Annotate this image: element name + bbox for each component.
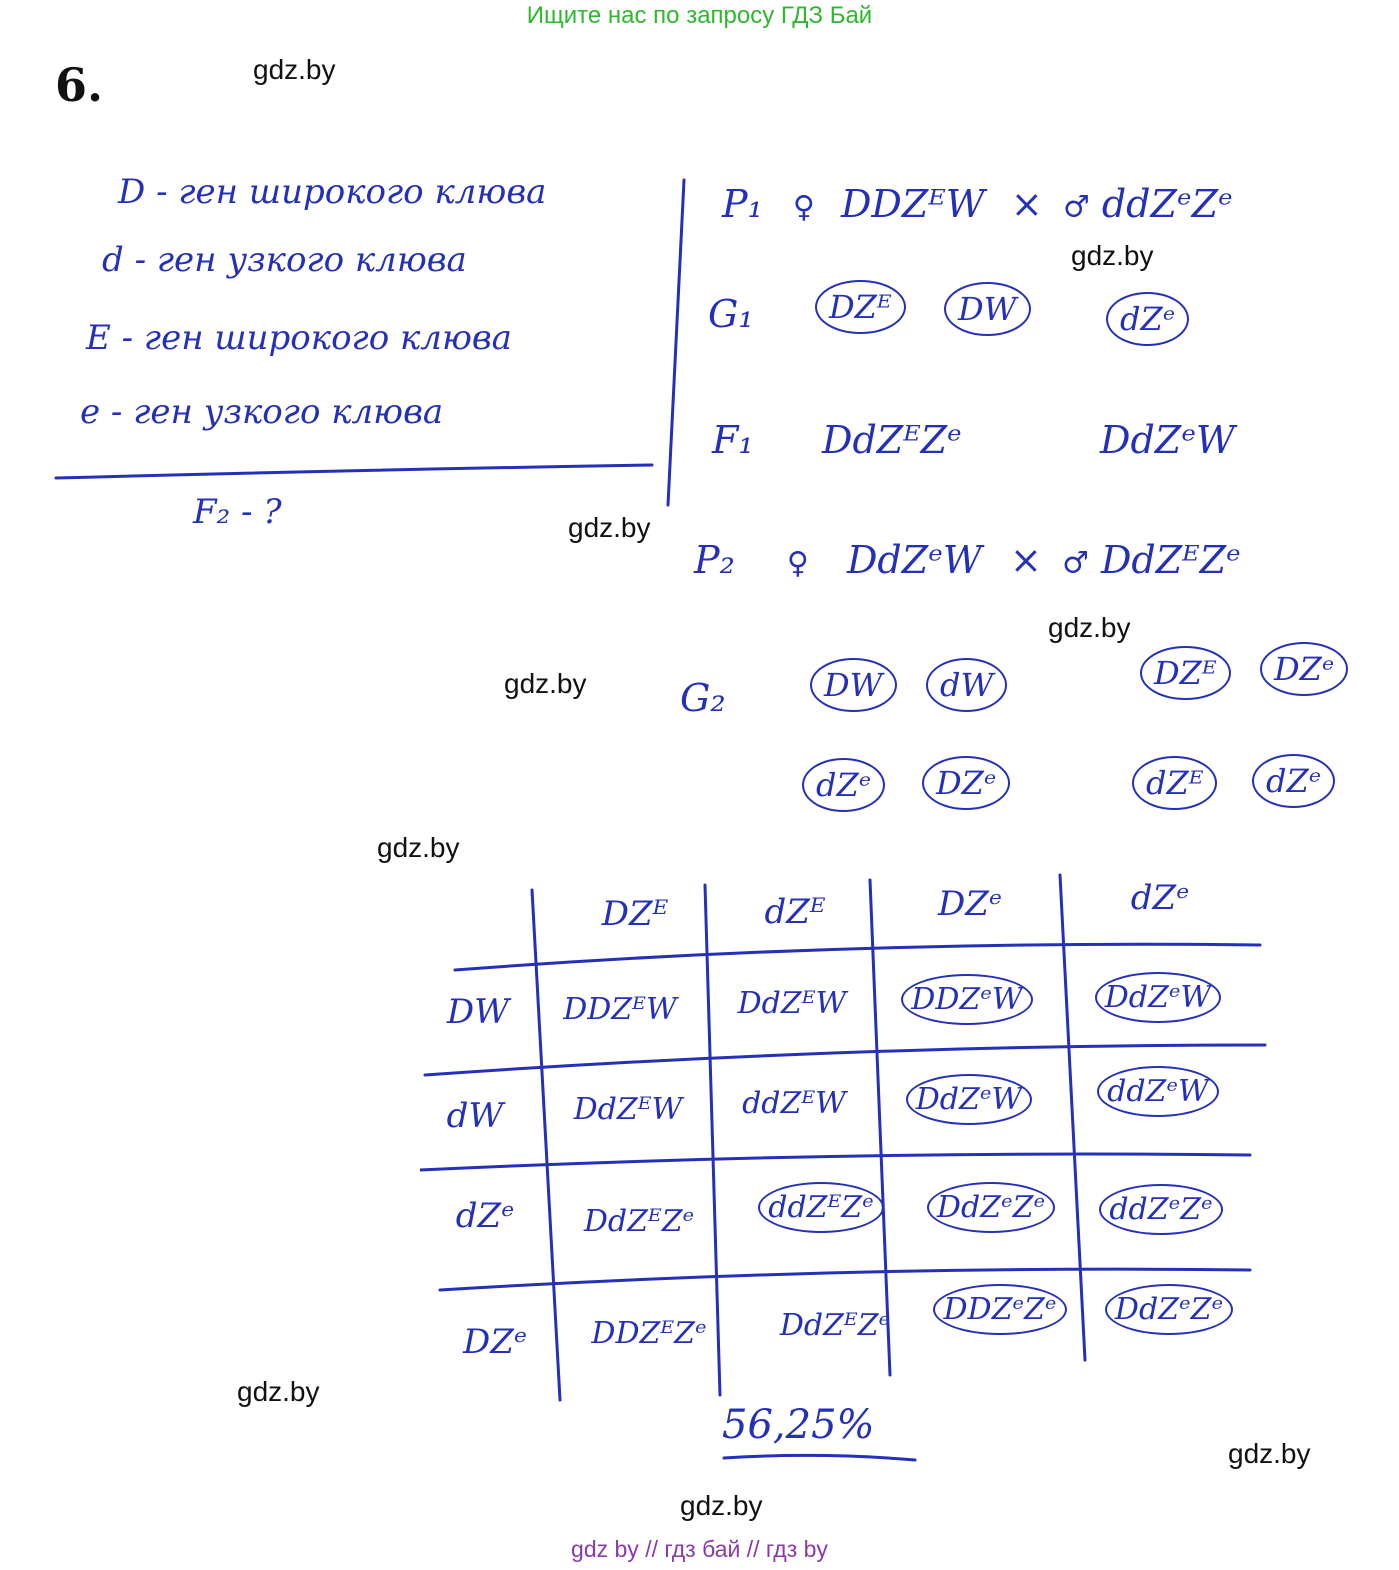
p1-female-genotype: DDZᴱW	[840, 182, 985, 226]
punnett-row-header: DW	[446, 992, 510, 1032]
p2-label: P₂	[694, 538, 735, 582]
watermark: gdz.by	[1048, 612, 1131, 643]
p1-male-genotype: ddZᵉZᵉ	[1101, 182, 1233, 226]
punnett-cell-circled: ddZᴱZᵉ	[736, 1182, 906, 1233]
g1-label: G₁	[708, 292, 754, 336]
cross-sign: ×	[1010, 538, 1042, 582]
task-number: 6.	[55, 58, 104, 112]
p2-female-genotype: DdZᵉW	[846, 538, 982, 582]
punnett-cell-circled: ddZᵉW	[1068, 1066, 1248, 1117]
punnett-row-header: DZᵉ	[462, 1322, 528, 1362]
punnett-col-header: dZᵉ	[1130, 878, 1190, 918]
watermark: gdz.by	[237, 1376, 320, 1407]
watermark: gdz.by	[1071, 240, 1154, 271]
male-icon: ♂	[1062, 190, 1090, 225]
legend-line: E - ген широкого клюва	[86, 318, 512, 358]
watermark: gdz.by	[680, 1490, 763, 1521]
punnett-col-header: DZᴱ	[601, 894, 669, 934]
gamete: DW	[810, 658, 897, 712]
gamete: dZᴱ	[1132, 756, 1217, 810]
gamete: dZᵉ	[802, 758, 885, 812]
gamete: DW	[944, 282, 1031, 336]
legend-line: e - ген узкого клюва	[80, 392, 444, 432]
punnett-cell-circled: DdZᵉW	[884, 1074, 1054, 1125]
legend-line: d - ген узкого клюва	[102, 240, 467, 280]
top-banner[interactable]: Ищите нас по запросу ГДЗ Бай	[526, 2, 873, 29]
punnett-cell-circled: DDZᵉZᵉ	[920, 1284, 1080, 1335]
gamete: dW	[926, 658, 1007, 712]
female-icon: ♀	[792, 190, 815, 225]
watermark: gdz.by	[253, 54, 336, 85]
g2-label: G₂	[680, 676, 726, 720]
punnett-cell-circled: ddZᵉZᵉ	[1076, 1184, 1246, 1235]
p1-row	[722, 182, 1233, 226]
punnett-cell: DDZᴱW	[563, 992, 677, 1027]
p1-label: P₁	[722, 182, 763, 226]
gamete: DZᴱ	[815, 280, 906, 334]
f1-genotype: DdZᴱZᵉ	[822, 418, 962, 462]
punnett-cell-circled: DdZᵉZᵉ	[906, 1182, 1076, 1233]
p2-male-genotype: DdZᴱZᵉ	[1100, 538, 1241, 582]
punnett-col-header: DZᵉ	[937, 884, 1003, 924]
punnett-row-header: dZᵉ	[455, 1196, 515, 1236]
gamete: DZᵉ	[1260, 642, 1348, 696]
footer-links[interactable]: gdz by // гдз бай // гдз by	[571, 1536, 828, 1562]
watermark: gdz.by	[504, 668, 587, 699]
punnett-cell: DDZᴱZᵉ	[591, 1316, 707, 1351]
punnett-cell: DdZᴱW	[737, 986, 847, 1021]
punnett-square	[420, 870, 1270, 1410]
f1-label: F₁	[712, 418, 754, 462]
punnett-cell-circled: DdZᵉW	[1068, 972, 1248, 1023]
result-percentage: 56,25%	[722, 1402, 875, 1448]
punnett-cell: DdZᴱW	[573, 1092, 683, 1127]
punnett-cell: ddZᴱW	[742, 1086, 846, 1121]
female-icon: ♀	[786, 546, 809, 581]
gamete: DZᴱ	[1140, 646, 1231, 700]
gamete: dZᵉ	[1252, 754, 1335, 808]
watermark: gdz.by	[377, 832, 460, 863]
p2-row	[694, 538, 1241, 582]
punnett-row-header: dW	[446, 1096, 504, 1136]
legend-line: D - ген широкого клюва	[118, 172, 547, 212]
gamete: dZᵉ	[1106, 292, 1189, 346]
punnett-cell: DdZᴱZᵉ	[779, 1308, 891, 1343]
question: F₂ - ?	[193, 492, 282, 532]
punnett-cell-circled: DDZᵉW	[882, 974, 1052, 1025]
punnett-cell: DdZᴱZᵉ	[583, 1204, 695, 1239]
punnett-cell-circled: DdZᵉZᵉ	[1084, 1284, 1254, 1335]
watermark: gdz.by	[568, 512, 651, 543]
male-icon: ♂	[1061, 546, 1089, 581]
cross-sign: ×	[1010, 182, 1043, 226]
watermark: gdz.by	[1228, 1438, 1311, 1469]
gamete: DZᵉ	[922, 756, 1010, 810]
f1-genotype: DdZᵉW	[1100, 418, 1235, 462]
punnett-col-header: dZᴱ	[764, 892, 826, 932]
